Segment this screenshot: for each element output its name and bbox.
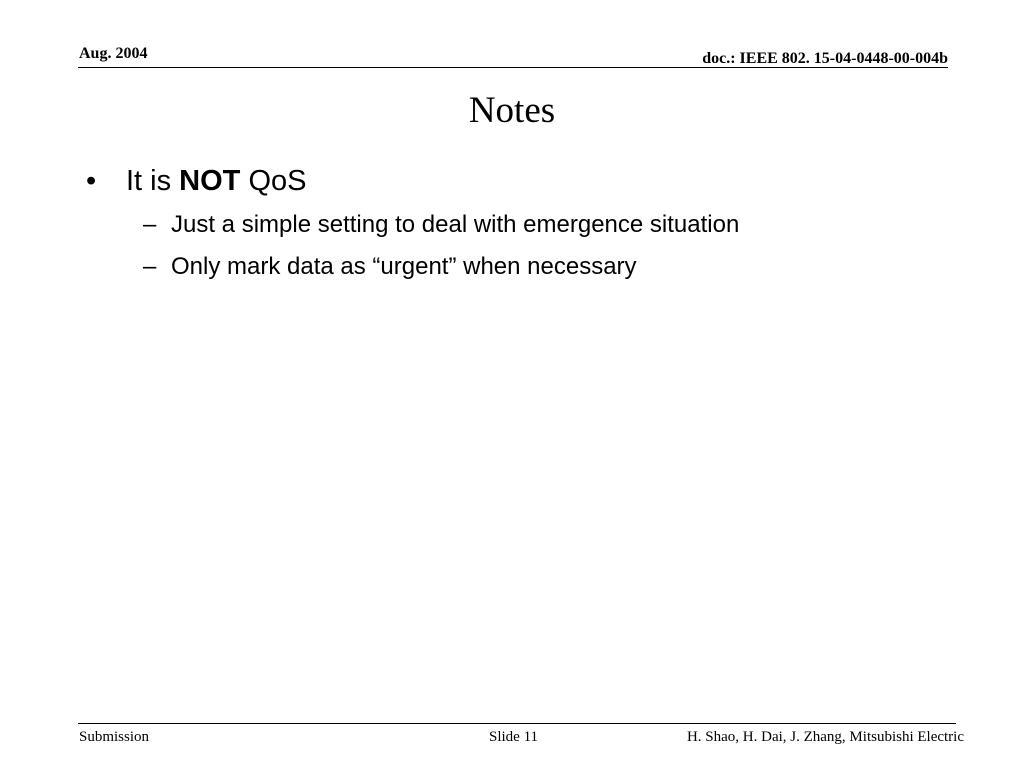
footer-submission: Submission <box>79 729 150 745</box>
footer-rule <box>78 723 956 724</box>
sub-bullet-text: Only mark data as “urgent” when necessary <box>171 253 637 280</box>
footer-authors: H. Shao, H. Dai, J. Zhang, Mitsubishi Electric <box>686 729 964 745</box>
bullet-text-after: QoS <box>240 165 307 197</box>
bullet-item <box>86 163 306 199</box>
bullet-text-before: It is <box>126 165 180 197</box>
sub-bullet-marker: – <box>143 211 157 238</box>
sub-bullet-item <box>143 210 739 240</box>
slide-title: Notes <box>468 90 556 131</box>
header-date: Aug. 2004 <box>79 45 148 62</box>
sub-bullet-text: Just a simple setting to deal with emergence situation <box>171 211 740 238</box>
footer-slide-number: Slide 11 <box>489 729 539 745</box>
sub-bullet-item <box>143 252 637 282</box>
sub-bullet-marker: – <box>143 253 157 280</box>
bullet-text-emphasis: NOT <box>179 165 241 197</box>
bullet-marker: • <box>86 165 97 197</box>
header-doc-id: doc.: IEEE 802. 15-04-0448-00-004b <box>702 50 948 67</box>
header-rule <box>78 67 948 68</box>
